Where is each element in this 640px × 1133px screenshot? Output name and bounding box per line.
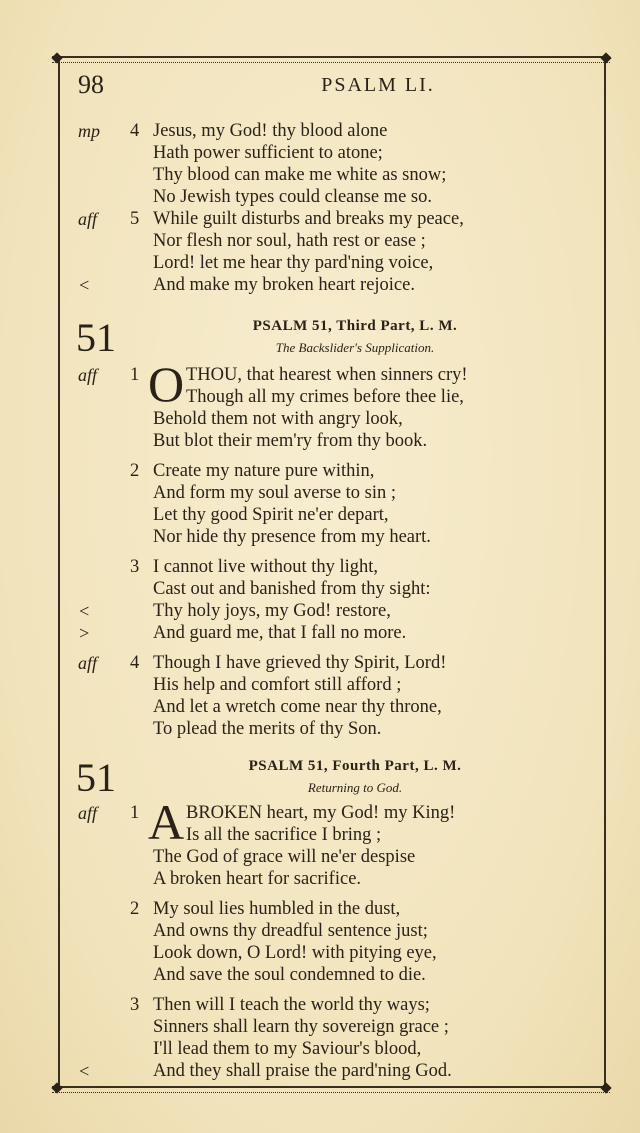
verse-line: [0, 142, 640, 164]
verse-line: [0, 208, 640, 230]
verse-text: The God of grace will ne'er despise: [153, 847, 416, 867]
verse-text: Though all my crimes before thee lie,: [186, 387, 464, 407]
verse-text: Is all the sacrifice I bring ;: [186, 825, 382, 845]
verse-text: Thy blood can make me white as snow;: [153, 165, 447, 185]
verse-line: [0, 460, 640, 482]
verse-number: 1: [130, 803, 140, 823]
verse-text: And make my broken heart rejoice.: [153, 275, 415, 295]
verse-text: No Jewish types could cleanse me so.: [153, 187, 432, 207]
verse-line: [0, 994, 640, 1016]
verse-text: And they shall praise the pard'ning God.: [153, 1061, 452, 1081]
verse-line: [0, 622, 640, 644]
verse-line: [0, 120, 640, 142]
verse-text: And save the soul condemned to die.: [153, 965, 426, 985]
dynamics-mark: mp: [78, 121, 100, 141]
dynamics-mark: aff: [78, 653, 98, 673]
bottom-border-rule: [52, 1086, 610, 1093]
verse-text: BROKEN heart, my God! my King!: [186, 803, 456, 823]
verse-line: [0, 898, 640, 920]
verse-text: My soul lies humbled in the dust,: [153, 899, 401, 919]
verse-number: 3: [130, 557, 140, 577]
dynamics-mark: <: [78, 601, 91, 621]
verse-line: [0, 920, 640, 942]
running-head: PSALM LI.: [321, 74, 435, 96]
verse-text: Cast out and banished from thy sight:: [153, 579, 431, 599]
verse-line: [0, 942, 640, 964]
verse-number: 3: [130, 995, 140, 1015]
page-header: [78, 70, 598, 100]
verse-text: Then will I teach the world thy ways;: [153, 995, 430, 1015]
verse-text: Look down, O Lord! with pitying eye,: [153, 943, 437, 963]
verse-number: 2: [130, 461, 140, 481]
verse-line: [0, 430, 640, 452]
verse-line: [0, 186, 640, 208]
verse-text: A broken heart for sacrifice.: [153, 869, 362, 889]
drop-cap: A: [148, 794, 185, 850]
verse-text: Nor hide thy presence from my heart.: [153, 527, 431, 547]
dynamics-mark: aff: [78, 209, 98, 229]
verse-text: But blot their mem'ry from thy book.: [153, 431, 428, 451]
verse-text: I cannot live without thy light,: [153, 557, 379, 577]
verse-line: [0, 718, 640, 740]
verse-line: [0, 1038, 640, 1060]
verse-text: And let a wretch come near thy throne,: [153, 697, 442, 717]
verse-line: [0, 386, 640, 408]
verse-number: 4: [130, 121, 140, 141]
dynamics-mark: aff: [78, 803, 98, 823]
verse-line: [0, 482, 640, 504]
hymn-number: 51: [76, 315, 116, 360]
hymn-title: PSALM 51, Third Part, L. M.: [252, 318, 458, 334]
verse-text: To plead the merits of thy Son.: [153, 719, 382, 739]
verse-text: Though I have grieved thy Spirit, Lord!: [153, 653, 447, 673]
verse-line: [0, 408, 640, 430]
hymn-subtitle: Returning to God.: [307, 780, 403, 795]
page-number: 98: [78, 70, 104, 99]
verse-text: Thy holy joys, my God! restore,: [153, 601, 391, 621]
verse-text: Jesus, my God! thy blood alone: [153, 121, 388, 141]
verse-text: His help and comfort still afford ;: [153, 675, 402, 695]
verse-text: And form my soul averse to sin ;: [153, 483, 397, 503]
verse-text: Behold them not with angry look,: [153, 409, 403, 429]
verse-number: 2: [130, 899, 140, 919]
verse-line: [0, 1016, 640, 1038]
verse-line: [0, 578, 640, 600]
verse-text: Nor flesh nor soul, hath rest or ease ;: [153, 231, 426, 251]
verse-line: [0, 364, 640, 386]
verse-line: [0, 600, 640, 622]
verse-text: THOU, that hearest when sinners cry!: [186, 365, 468, 385]
verse-text: And owns thy dreadful sentence just;: [153, 921, 428, 941]
verse-text: Create my nature pure within,: [153, 461, 375, 481]
verse-line: [0, 252, 640, 274]
dynamics-mark: <: [78, 1061, 91, 1081]
verse-line: [0, 526, 640, 548]
verse-line: [0, 274, 640, 296]
verse-line: [0, 164, 640, 186]
verse-text: Hath power sufficient to atone;: [153, 143, 383, 163]
verse-line: [0, 556, 640, 578]
verse-number: 5: [130, 209, 140, 229]
verse-number: 4: [130, 653, 140, 673]
dynamics-mark: <: [78, 275, 91, 295]
dynamics-mark: aff: [78, 365, 98, 385]
verse-line: [0, 652, 640, 674]
verse-text: While guilt disturbs and breaks my peace,: [153, 209, 464, 229]
verse-line: [0, 674, 640, 696]
hymn-title: PSALM 51, Fourth Part, L. M.: [248, 758, 462, 774]
verse-text: Lord! let me hear thy pard'ning voice,: [153, 253, 434, 273]
verse-line: [0, 696, 640, 718]
hymn-number: 51: [76, 755, 116, 800]
verse-line: [0, 846, 640, 868]
verse-line: [0, 230, 640, 252]
verse-line: [0, 802, 640, 824]
verse-line: [0, 868, 640, 890]
verse-text: I'll lead them to my Saviour's blood,: [153, 1039, 422, 1059]
verse-text: And guard me, that I fall no more.: [153, 623, 407, 643]
verse-text: Let thy good Spirit ne'er depart,: [153, 505, 389, 525]
dynamics-mark: >: [78, 623, 91, 643]
verse-text: Sinners shall learn thy sovereign grace ;: [153, 1017, 449, 1037]
top-border-rule: [52, 56, 610, 63]
verse-number: 1: [130, 365, 140, 385]
verse-line: [0, 964, 640, 986]
hymn-subtitle: The Backslider's Supplication.: [275, 340, 435, 355]
verse-line: [0, 824, 640, 846]
verse-line: [0, 504, 640, 526]
drop-cap: O: [148, 356, 185, 412]
verse-line: [0, 1060, 640, 1082]
